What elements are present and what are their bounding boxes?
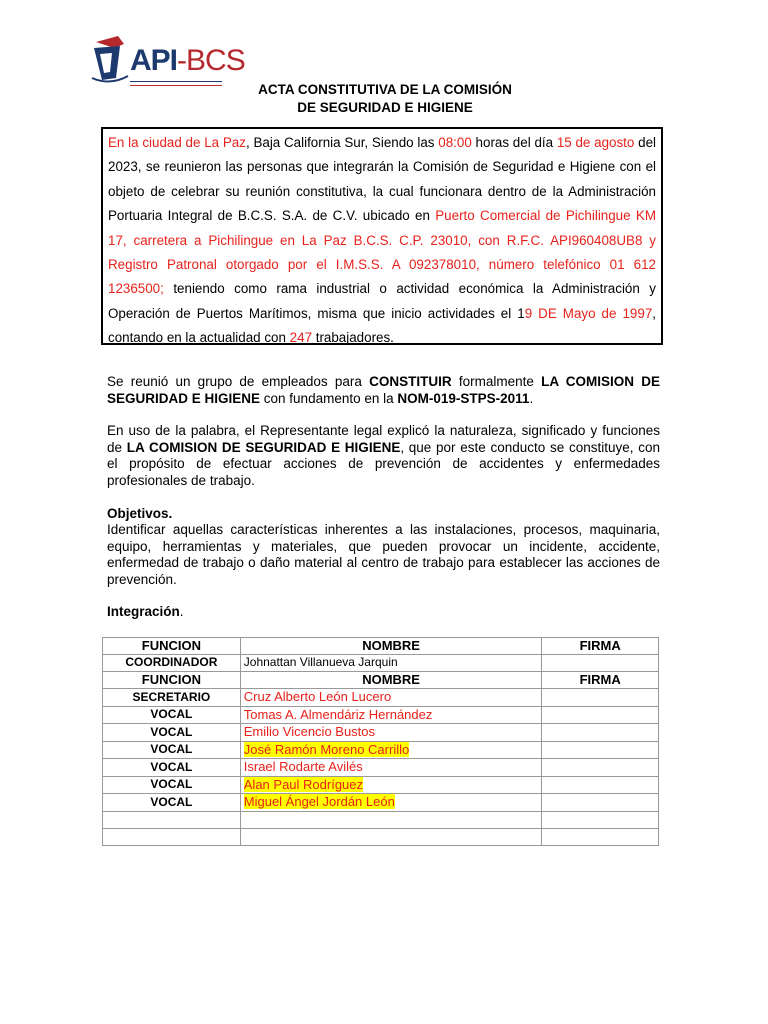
row-funcion: VOCAL: [103, 724, 241, 742]
row-nombre: Cruz Alberto León Lucero: [240, 689, 542, 707]
legal-representative-paragraph: En uso de la palabra, el Representante legal explicó la naturaleza, significado y funciones de LA COMISION DE SEGURIDAD E HIGIENE, que por este conducto se constituye, con el propósito de efectuar acciones de prevención de accidentes y enfermedades profesionales de trabajo.: [107, 423, 660, 488]
row-nombre: Tomas A. Almendáriz Hernández: [240, 706, 542, 724]
table-row: [103, 776, 659, 794]
row-nombre: Alan Paul Rodríguez: [240, 776, 542, 794]
row-firma: [542, 811, 659, 828]
row-nombre: Emilio Vicencio Bustos: [240, 724, 542, 742]
integration-table: [102, 637, 659, 846]
table-row: [103, 689, 659, 707]
header-funcion: FUNCION: [103, 672, 241, 689]
header-firma: FIRMA: [542, 672, 659, 689]
table-header-row: [103, 672, 659, 689]
row-funcion: VOCAL: [103, 706, 241, 724]
table-row-empty: [103, 811, 659, 828]
row-nombre: Miguel Ángel Jordán León: [240, 794, 542, 812]
row-nombre: Israel Rodarte Avilés: [240, 759, 542, 777]
row-firma: [542, 776, 659, 794]
table-header-row: [103, 638, 659, 655]
row-funcion: VOCAL: [103, 794, 241, 812]
row-funcion: VOCAL: [103, 741, 241, 759]
row-firma: [542, 689, 659, 707]
table-row: [103, 741, 659, 759]
row-firma: [542, 706, 659, 724]
row-firma: [542, 759, 659, 777]
table-row: [103, 759, 659, 777]
table-row-empty: [103, 828, 659, 845]
row-firma: [542, 794, 659, 812]
objetivos-heading: Objetivos.: [107, 506, 173, 521]
document-title-line1: ACTA CONSTITUTIVA DE LA COMISIÓN: [258, 82, 512, 97]
header-nombre: NOMBRE: [240, 638, 542, 655]
logo-wordmark: API-BCS: [130, 44, 245, 77]
row-nombre: [240, 811, 542, 828]
intro-box: En la ciudad de La Paz, Baja California Sur, Siendo las 08:00 horas del día 15 de agosto del 2023, se reunieron las personas que integrarán la Comisión de Seguridad e Higiene con el objeto de celebrar su reunión constitutiva, la cual funcionara dentro de la Administración Portuaria Integral de B.C.S. S.A. de C.V. ubicado en Puerto Comercial de Pichilingue KM 17, carretera a Pichilingue en La Paz B.C.S. C.P. 23010, con R.F.C. API960408UB8 y Registro Patronal otorgado por el I.M.S.S. A 092378010, número telefónico 01 612 1236500; teniendo como rama industrial o actividad económica la Administración y Operación de Puertos Marítimos, misma que inicio actividades el 19 DE Mayo de 1997, contando en la actualidad con 247 trabajadores.: [101, 127, 663, 345]
constitution-paragraph: Se reunió un grupo de empleados para CONSTITUIR formalmente LA COMISION DE SEGURIDAD E HIGIENE con fundamento en la NOM-019-STPS-2011.: [107, 374, 660, 406]
table-row: [103, 724, 659, 742]
header-nombre: NOMBRE: [240, 672, 542, 689]
row-firma: [542, 828, 659, 845]
table-row: [103, 655, 659, 672]
row-funcion: [103, 828, 241, 845]
ship-logo-icon: [90, 34, 130, 84]
row-nombre: José Ramón Moreno Carrillo: [240, 741, 542, 759]
row-nombre: Johnattan Villanueva Jarquin: [240, 655, 542, 672]
table-row: [103, 794, 659, 812]
row-funcion: VOCAL: [103, 759, 241, 777]
row-firma: [542, 741, 659, 759]
objetivos-text: Identificar aquellas características inherentes a las instalaciones, procesos, maquinaria, equipo, herramientas y materiales, que pueden provocar un incidente, accidente, enfermedad de trabajo o daño material al centro de trabajo para establecer las acciones de prevención.: [107, 522, 660, 587]
document-title-line2: DE SEGURIDAD E HIGIENE: [297, 100, 473, 115]
row-firma: [542, 655, 659, 672]
table-row: [103, 706, 659, 724]
row-firma: [542, 724, 659, 742]
row-funcion: [103, 811, 241, 828]
row-funcion: COORDINADOR: [103, 655, 241, 672]
header-funcion: FUNCION: [103, 638, 241, 655]
row-funcion: VOCAL: [103, 776, 241, 794]
row-funcion: SECRETARIO: [103, 689, 241, 707]
row-nombre: [240, 828, 542, 845]
header-firma: FIRMA: [542, 638, 659, 655]
integracion-heading: Integración.: [107, 604, 184, 619]
